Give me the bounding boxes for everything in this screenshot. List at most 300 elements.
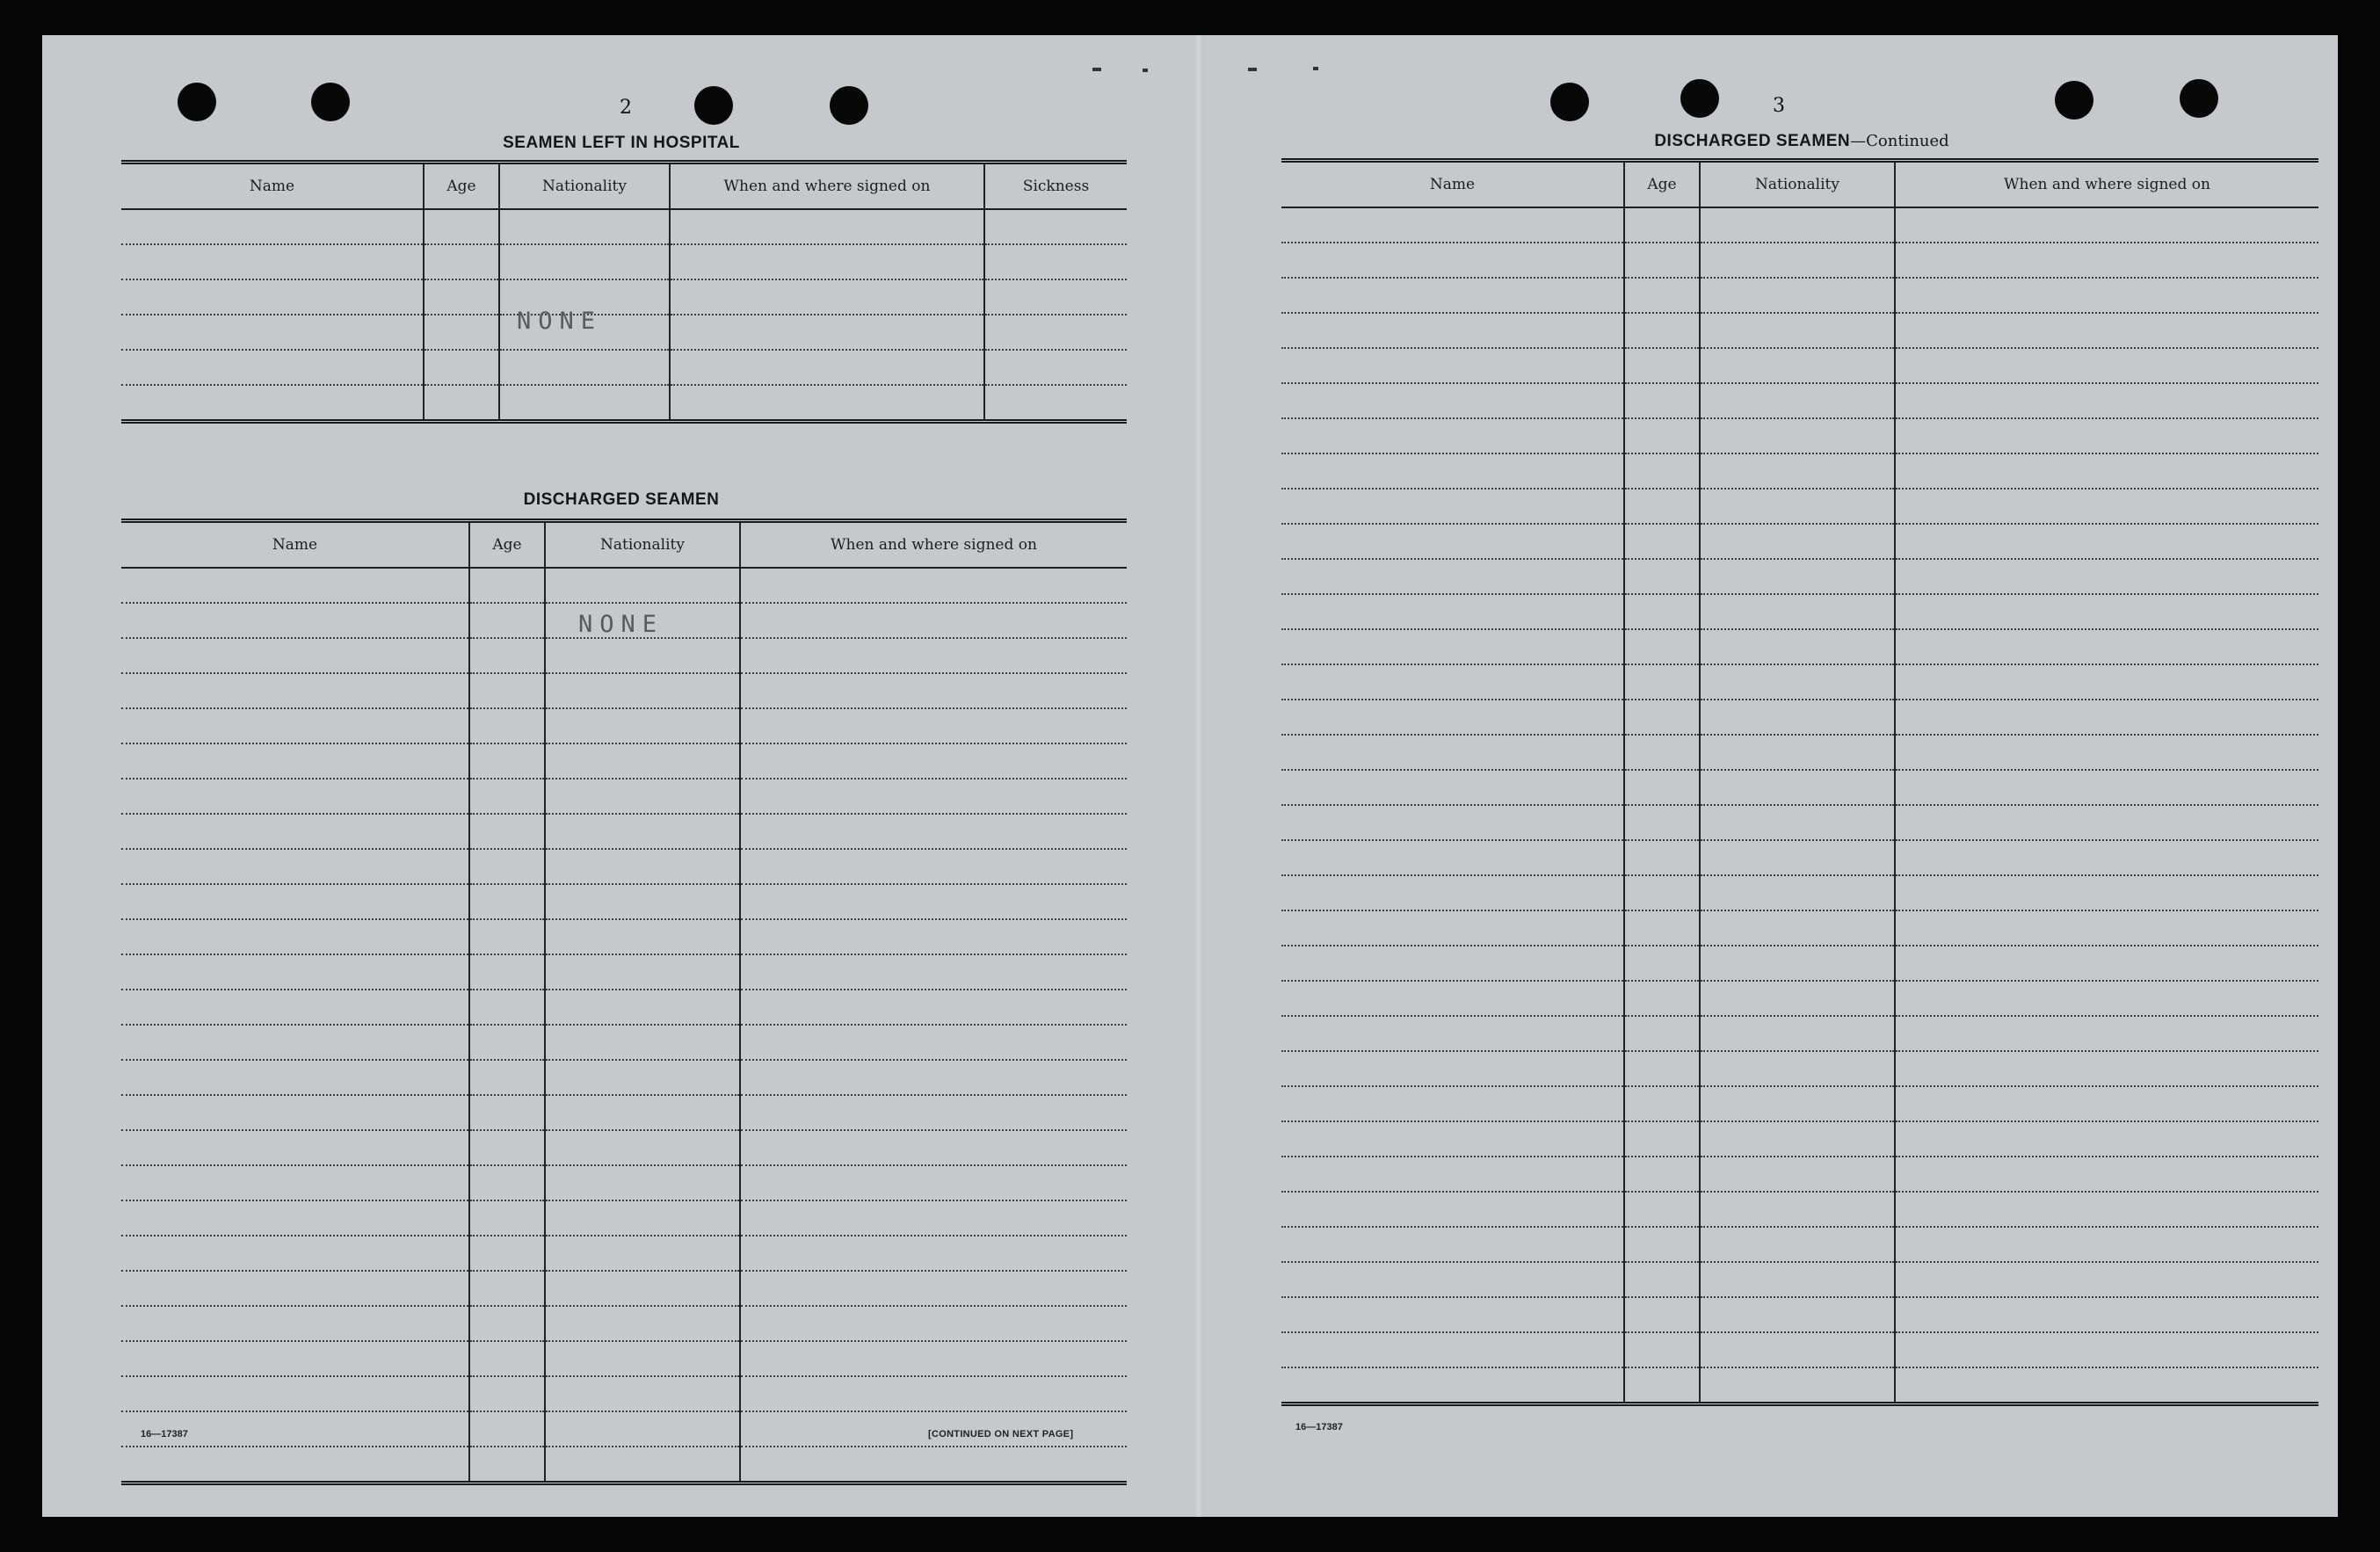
table-cell (1281, 1121, 1624, 1157)
table-row (1281, 1157, 2318, 1192)
table-cell (545, 954, 740, 990)
table-cell (1281, 840, 1624, 875)
table-cell (1624, 1297, 1700, 1332)
table-cell (740, 1376, 1127, 1411)
table-cell (1895, 700, 2318, 735)
table-cell (1895, 664, 2318, 700)
table-row (1281, 524, 2318, 559)
column-header-name: Name (1281, 161, 1624, 208)
table-cell (1895, 1297, 2318, 1332)
table-cell (740, 568, 1127, 603)
table-cell (121, 638, 469, 673)
table-cell (1700, 453, 1895, 489)
table-row (1281, 1367, 2318, 1404)
table-cell (1624, 1192, 1700, 1227)
table-cell (545, 1130, 740, 1165)
table-cell (740, 638, 1127, 673)
table-cell (1624, 770, 1700, 805)
table-cell (1700, 348, 1895, 383)
table-cell (984, 209, 1127, 244)
table-cell (1895, 453, 2318, 489)
table-cell (545, 1095, 740, 1130)
table-cell (1624, 664, 1700, 700)
table-cell (545, 1271, 740, 1306)
table-row (1281, 840, 2318, 875)
table-cell (121, 1165, 469, 1200)
table-cell (545, 1306, 740, 1341)
table-row (1281, 700, 2318, 735)
table-cell (1624, 559, 1700, 594)
table-cell (1895, 981, 2318, 1016)
table-cell (740, 1341, 1127, 1376)
table-cell (1700, 594, 1895, 629)
table-cell (740, 1095, 1127, 1130)
table-row (1281, 1121, 2318, 1157)
table-cell (1624, 418, 1700, 453)
table-cell (1281, 383, 1624, 418)
table-cell (1624, 1086, 1700, 1121)
table-cell (740, 743, 1127, 779)
table-cell (1281, 559, 1624, 594)
table-cell (121, 209, 424, 244)
table-cell (545, 990, 740, 1025)
table-cell (1895, 840, 2318, 875)
table-cell (1700, 489, 1895, 524)
table-cell (1281, 1051, 1624, 1086)
table-row (1281, 629, 2318, 664)
table-cell (1281, 1332, 1624, 1367)
punch-hole (694, 86, 733, 125)
table-cell (984, 385, 1127, 422)
table-cell (545, 708, 740, 743)
table-cell (1700, 1192, 1895, 1227)
table-row (121, 814, 1127, 849)
table-cell (1281, 207, 1624, 243)
table-cell (1281, 489, 1624, 524)
table-cell (1895, 383, 2318, 418)
table-cell (740, 1447, 1127, 1483)
table-cell (1624, 946, 1700, 981)
column-header-age: Age (1624, 161, 1700, 208)
table-cell (1281, 1227, 1624, 1262)
table-cell (545, 743, 740, 779)
column-header-age: Age (469, 521, 545, 569)
table-cell (670, 279, 984, 315)
table-cell (121, 568, 469, 603)
table-cell (121, 1447, 469, 1483)
table-cell (121, 1200, 469, 1236)
table-cell (1895, 1367, 2318, 1404)
table-cell (1700, 1086, 1895, 1121)
table-cell (1624, 1367, 1700, 1404)
table-cell (1700, 664, 1895, 700)
table-cell (1895, 1121, 2318, 1157)
table-row (1281, 1051, 2318, 1086)
table-cell (499, 244, 670, 279)
table-cell (545, 1447, 740, 1483)
table-cell (1700, 805, 1895, 840)
table-cell (1281, 1367, 1624, 1404)
table-row (121, 350, 1127, 385)
punch-hole (178, 83, 216, 121)
table-cell (1624, 1016, 1700, 1051)
table-cell (1895, 629, 2318, 664)
table-cell (740, 1271, 1127, 1306)
table-row (1281, 453, 2318, 489)
table-cell (1281, 313, 1624, 348)
table-cell (740, 990, 1127, 1025)
table-cell (1624, 453, 1700, 489)
table-cell (1895, 735, 2318, 770)
table-cell (469, 1271, 545, 1306)
table-cell (1624, 348, 1700, 383)
table-row (121, 1200, 1127, 1236)
table-cell (121, 603, 469, 638)
table-cell (121, 1130, 469, 1165)
table-cell (740, 603, 1127, 638)
table-row (121, 1236, 1127, 1271)
table-row (121, 385, 1127, 422)
table-cell (1700, 1297, 1895, 1332)
table-row (121, 1447, 1127, 1483)
table-cell (1700, 1227, 1895, 1262)
table-row (121, 244, 1127, 279)
table-cell (469, 638, 545, 673)
table-row (121, 673, 1127, 708)
table-row (1281, 875, 2318, 910)
table-cell (1281, 664, 1624, 700)
table-cell (121, 1095, 469, 1130)
table-cell (1700, 1157, 1895, 1192)
table-cell (1895, 1016, 2318, 1051)
table-cell (740, 919, 1127, 954)
table-cell (121, 1376, 469, 1411)
table-cell (1281, 1086, 1624, 1121)
table-cell (1624, 1332, 1700, 1367)
table-cell (121, 315, 424, 350)
table-cell (740, 779, 1127, 814)
table-cell (1700, 313, 1895, 348)
table-row (121, 884, 1127, 919)
table-cell (1624, 489, 1700, 524)
table-cell (1281, 1262, 1624, 1297)
table-row (1281, 1016, 2318, 1051)
table-cell (1700, 1332, 1895, 1367)
table-cell (1281, 981, 1624, 1016)
table-row (1281, 664, 2318, 700)
table-cell (740, 954, 1127, 990)
table-cell (1624, 805, 1700, 840)
table-cell (740, 814, 1127, 849)
table-cell (545, 1376, 740, 1411)
table-cell (424, 279, 499, 315)
table-row (1281, 243, 2318, 278)
table-row (121, 743, 1127, 779)
table-cell (1281, 1157, 1624, 1192)
table-row (1281, 1086, 2318, 1121)
table-cell (121, 244, 424, 279)
table-row (1281, 1262, 2318, 1297)
table-cell (1895, 1227, 2318, 1262)
table-cell (469, 954, 545, 990)
table-cell (1895, 946, 2318, 981)
table-cell (1895, 770, 2318, 805)
table-row (121, 1271, 1127, 1306)
table-row (1281, 383, 2318, 418)
table-cell (1700, 278, 1895, 313)
table-cell (1895, 489, 2318, 524)
discharged-table (121, 519, 1127, 1485)
table-cell (1624, 383, 1700, 418)
table-cell (1624, 735, 1700, 770)
column-header-when-where: When and where signed on (740, 521, 1127, 569)
table-cell (670, 244, 984, 279)
table-cell (469, 1165, 545, 1200)
punch-hole (2180, 79, 2218, 118)
table-cell (1700, 1121, 1895, 1157)
table-cell (121, 990, 469, 1025)
table-row (1281, 313, 2318, 348)
table-cell (1281, 1016, 1624, 1051)
table-cell (1624, 594, 1700, 629)
table-row (1281, 207, 2318, 243)
table-cell (1624, 1121, 1700, 1157)
table-row (1281, 489, 2318, 524)
table-row (1281, 1227, 2318, 1262)
table-cell (121, 1306, 469, 1341)
table-cell (1624, 1227, 1700, 1262)
table-row (1281, 278, 2318, 313)
table-cell (469, 990, 545, 1025)
table-cell (1895, 348, 2318, 383)
discharged-table-body (121, 568, 1127, 1483)
column-header-when-where: When and where signed on (1895, 161, 2318, 208)
table-cell (1895, 1086, 2318, 1121)
discharged-continued-table-body (1281, 207, 2318, 1404)
table-cell (1700, 840, 1895, 875)
ink-smudge (1313, 67, 1318, 70)
continued-note: [CONTINUED ON NEXT PAGE] (928, 1429, 1074, 1440)
table-cell (121, 1025, 469, 1060)
table-cell (670, 315, 984, 350)
table-cell (1281, 1192, 1624, 1227)
table-cell (1700, 1016, 1895, 1051)
table-cell (424, 350, 499, 385)
table-header-row (121, 521, 1127, 569)
table-cell (1895, 313, 2318, 348)
table-cell (1700, 910, 1895, 946)
table-cell (1700, 735, 1895, 770)
table-cell (1624, 1157, 1700, 1192)
table-row (121, 279, 1127, 315)
table-cell (1624, 700, 1700, 735)
table-cell (670, 385, 984, 422)
table-cell (1895, 1332, 2318, 1367)
table-cell (1895, 243, 2318, 278)
table-row (121, 849, 1127, 884)
table-cell (545, 1200, 740, 1236)
table-cell (1895, 805, 2318, 840)
table-cell (545, 638, 740, 673)
table-row (1281, 418, 2318, 453)
table-cell (670, 209, 984, 244)
table-cell (740, 1165, 1127, 1200)
column-header-nationality: Nationality (1700, 161, 1895, 208)
table-row (1281, 594, 2318, 629)
punch-hole (1550, 83, 1589, 121)
table-cell (1281, 1297, 1624, 1332)
table-row (121, 954, 1127, 990)
table-cell (121, 884, 469, 919)
table-cell (670, 350, 984, 385)
table-cell (469, 1411, 545, 1447)
table-cell (121, 779, 469, 814)
table-cell (469, 1200, 545, 1236)
table-cell (1281, 805, 1624, 840)
column-header-nationality: Nationality (499, 163, 670, 210)
discharged-continued-title-main: DISCHARGED SEAMEN (1654, 132, 1851, 150)
table-cell (545, 1025, 740, 1060)
ink-smudge (1248, 68, 1257, 71)
table-cell (469, 1060, 545, 1095)
table-cell (469, 814, 545, 849)
table-cell (499, 350, 670, 385)
table-row (121, 315, 1127, 350)
table-cell (1281, 910, 1624, 946)
table-cell (1281, 700, 1624, 735)
table-cell (545, 1341, 740, 1376)
none-stamp-hospital: NONE (517, 308, 603, 335)
table-cell (545, 568, 740, 603)
table-row (121, 1060, 1127, 1095)
punch-hole (1680, 79, 1719, 118)
table-cell (984, 279, 1127, 315)
table-cell (121, 279, 424, 315)
table-row (121, 1376, 1127, 1411)
table-cell (469, 568, 545, 603)
table-cell (984, 315, 1127, 350)
table-cell (740, 1130, 1127, 1165)
table-row (121, 209, 1127, 244)
table-cell (1624, 1262, 1700, 1297)
table-cell (1281, 348, 1624, 383)
punch-hole (2055, 81, 2093, 120)
ink-smudge (1143, 69, 1148, 72)
table-cell (1895, 1192, 2318, 1227)
table-cell (469, 1306, 545, 1341)
table-cell (1281, 418, 1624, 453)
table-cell (1895, 1157, 2318, 1192)
table-cell (740, 1200, 1127, 1236)
table-cell (1281, 524, 1624, 559)
table-header-row (121, 163, 1127, 210)
table-cell (424, 244, 499, 279)
table-cell (469, 708, 545, 743)
punch-hole (311, 83, 350, 121)
table-cell (1700, 559, 1895, 594)
table-cell (740, 884, 1127, 919)
table-row (1281, 735, 2318, 770)
table-cell (424, 385, 499, 422)
table-row (1281, 1297, 2318, 1332)
none-stamp-discharged: NONE (578, 611, 664, 638)
table-row (121, 1341, 1127, 1376)
table-cell (121, 385, 424, 422)
table-row (1281, 805, 2318, 840)
table-cell (469, 1130, 545, 1165)
column-header-name: Name (121, 521, 469, 569)
table-row (121, 919, 1127, 954)
table-cell (545, 1236, 740, 1271)
table-cell (1895, 1262, 2318, 1297)
table-cell (121, 1236, 469, 1271)
table-cell (469, 603, 545, 638)
table-cell (740, 1025, 1127, 1060)
table-cell (1624, 840, 1700, 875)
table-cell (1281, 453, 1624, 489)
table-cell (121, 919, 469, 954)
ink-smudge (1092, 68, 1101, 71)
table-cell (1895, 559, 2318, 594)
table-row (121, 1165, 1127, 1200)
table-cell (1281, 243, 1624, 278)
table-cell (499, 385, 670, 422)
print-code-right: 16—17387 (1295, 1422, 1343, 1432)
column-header-nationality: Nationality (545, 521, 740, 569)
table-cell (469, 1236, 545, 1271)
table-cell (984, 350, 1127, 385)
table-cell (545, 1411, 740, 1447)
table-row (1281, 559, 2318, 594)
table-cell (469, 779, 545, 814)
table-cell (1624, 313, 1700, 348)
table-cell (1281, 735, 1624, 770)
table-cell (1700, 524, 1895, 559)
table-cell (1624, 910, 1700, 946)
table-cell (1624, 243, 1700, 278)
table-cell (1700, 770, 1895, 805)
table-cell (469, 849, 545, 884)
table-row (1281, 910, 2318, 946)
column-header-sickness: Sickness (984, 163, 1127, 210)
table-cell (545, 1165, 740, 1200)
table-cell (740, 1060, 1127, 1095)
page-fold (1194, 35, 1204, 1517)
discharged-continued-title-suffix: —Continued (1850, 132, 1949, 150)
table-cell (1624, 207, 1700, 243)
table-cell (1281, 594, 1624, 629)
table-cell (740, 1236, 1127, 1271)
table-cell (984, 244, 1127, 279)
table-cell (1624, 524, 1700, 559)
table-cell (1700, 207, 1895, 243)
table-cell (545, 814, 740, 849)
table-cell (469, 919, 545, 954)
table-cell (1700, 1051, 1895, 1086)
table-row (121, 708, 1127, 743)
table-cell (1700, 418, 1895, 453)
table-cell (469, 673, 545, 708)
print-code-left: 16—17387 (141, 1429, 188, 1440)
table-cell (1700, 981, 1895, 1016)
table-row (121, 990, 1127, 1025)
table-cell (1700, 946, 1895, 981)
table-cell (1624, 1051, 1700, 1086)
table-cell (1624, 278, 1700, 313)
table-cell (1700, 383, 1895, 418)
table-cell (1895, 418, 2318, 453)
table-cell (1624, 629, 1700, 664)
